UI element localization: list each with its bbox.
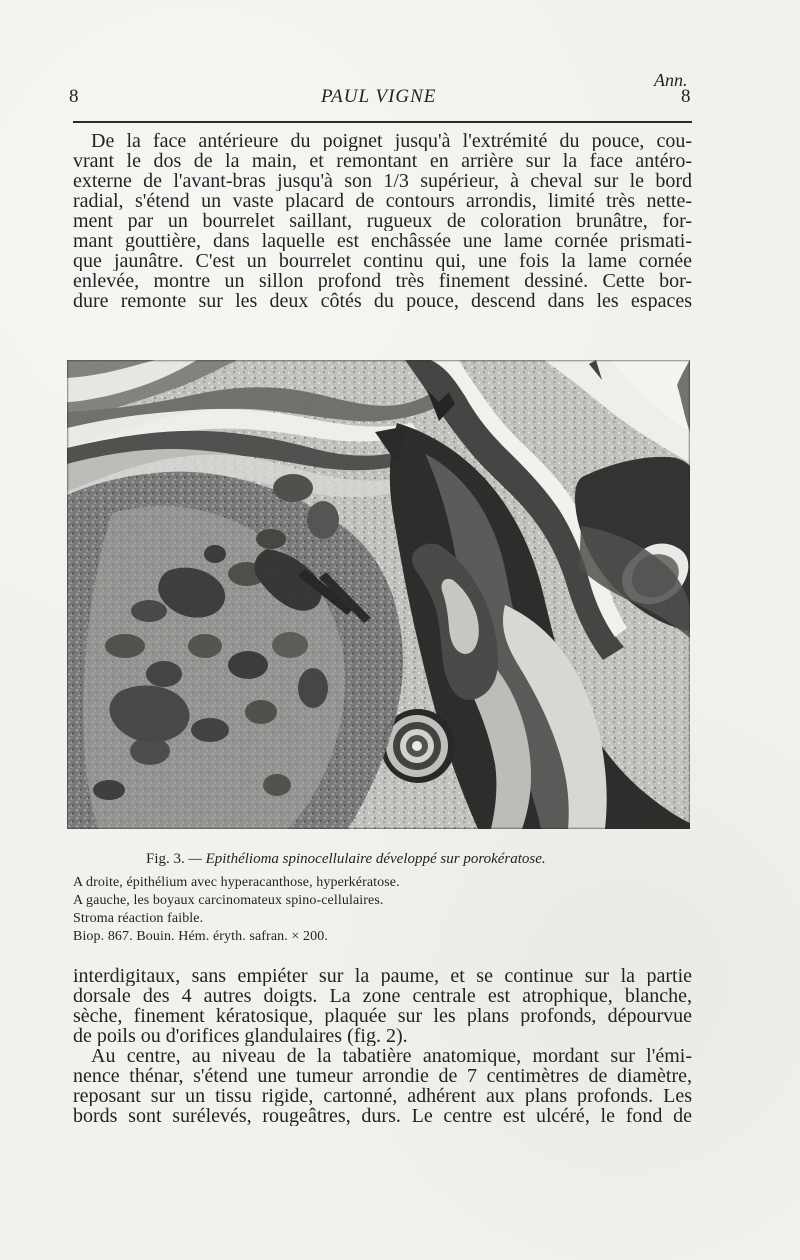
top-paragraph-line: mant gouttière, dans laquelle est enchâssée une lame cornée prismati- (73, 231, 692, 251)
histology-figure (67, 360, 690, 829)
top-paragraph-line: radial, s'étend un vaste placard de contours arrondis, limité très nette- (73, 191, 692, 211)
running-head-author: PAUL VIGNE (321, 86, 437, 107)
figure-title: — Epithélioma spinocellulaire développé sur porokératose. (188, 851, 546, 867)
top-paragraph-line: ment par un bourrelet saillant, rugueux de coloration brunâtre, for- (73, 211, 692, 231)
bottom-paragraph-line: reposant sur un tissu rigide, cartonné, adhérent aux plans profonds. Les (73, 1086, 692, 1106)
bottom-paragraph-line: interdigitaux, sans empiéter sur la paume, et se continue sur la partie (73, 966, 692, 986)
figure-caption-title (146, 850, 546, 868)
figure-caption-line: A gauche, les boyaux carcinomateux spino-cellulaires. (73, 893, 384, 908)
figure-number: Fig. 3. (146, 851, 185, 867)
figure-caption-line: Stroma réaction faible. (73, 911, 204, 926)
histology-micrograph (67, 360, 690, 829)
top-paragraph-line: que jaunâtre. C'est un bourrelet continu qui, une fois la lame cornée (73, 251, 692, 271)
top-paragraph (73, 131, 692, 311)
bottom-paragraph-line: nence thénar, s'étend une tumeur arrondie de 7 centimètres de diamètre, (73, 1066, 692, 1086)
bottom-paragraph-line: dorsale des 4 autres doigts. La zone centrale est atrophique, blanche, (73, 986, 692, 1006)
top-paragraph-line: dure remonte sur les deux côtés du pouce, descend dans les espaces (73, 291, 692, 311)
figure-caption-line: A droite, épithélium avec hyperacanthose, hyperkératose. (73, 875, 400, 890)
top-paragraph-line: De la face antérieure du poignet jusqu'à l'extrémité du pouce, cou- (91, 131, 692, 151)
bottom-paragraph (73, 966, 692, 1126)
bottom-paragraph-line: de poils ou d'orifices glandulaires (fig. 2). (73, 1026, 408, 1046)
header-rule (73, 121, 692, 123)
top-paragraph-line: externe de l'avant-bras jusqu'à son 1/3 supérieur, à cheval sur le bord (73, 171, 692, 191)
figure-caption-line: Biop. 867. Bouin. Hém. éryth. safran. × 200. (73, 929, 328, 944)
page-number-right: 8 (681, 86, 691, 107)
bottom-paragraph-line: bords sont surélevés, rougeâtres, durs. Le centre est ulcéré, le fond de (73, 1106, 692, 1126)
bottom-paragraph-line: sèche, finement kératosique, plaquée sur les plans profonds, dépourvue (73, 1006, 692, 1026)
annotation-ann: Ann. (654, 70, 688, 90)
top-paragraph-line: vrant le dos de la main, et remontant en arrière sur la face antéro- (73, 151, 692, 171)
bottom-paragraph-line: Au centre, au niveau de la tabatière anatomique, mordant sur l'émi- (91, 1046, 692, 1066)
page-number-left: 8 (69, 86, 79, 107)
top-paragraph-line: enlevée, montre un sillon profond très finement dessiné. Cette bor- (73, 271, 692, 291)
